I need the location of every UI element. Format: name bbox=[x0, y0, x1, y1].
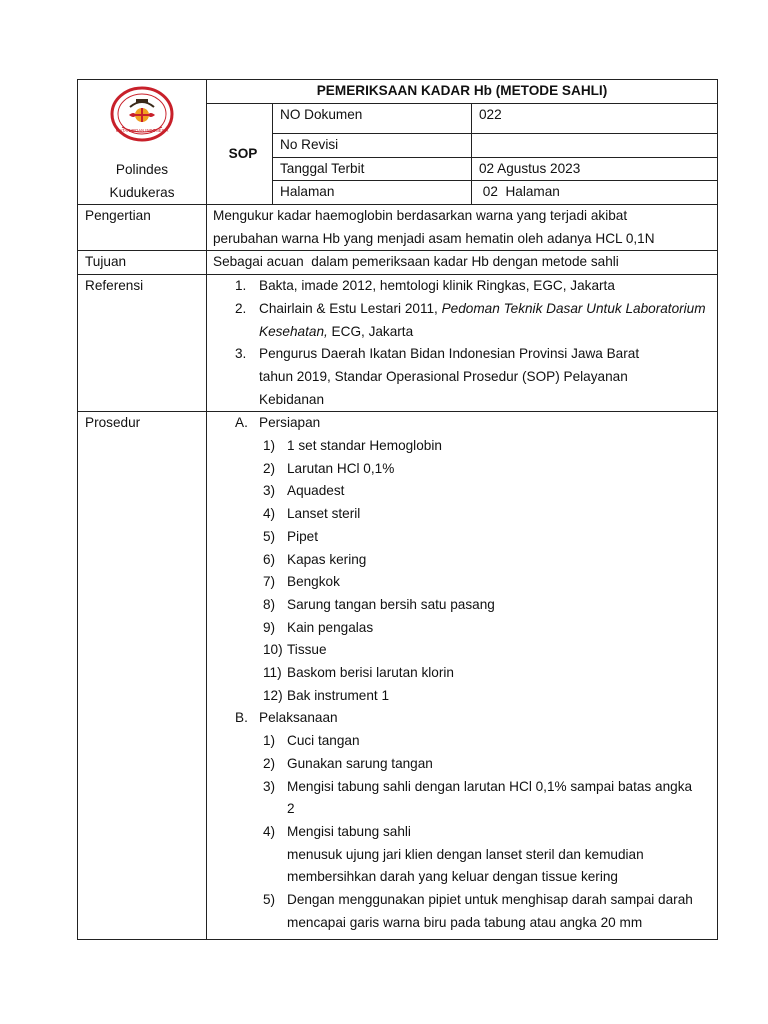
logo-text: IKATAN BIDAN INDONESIA bbox=[115, 128, 169, 133]
step-text: Sarung tangan bersih satu pasang bbox=[287, 596, 495, 612]
reference-text: Bakta, imade 2012, hemtologi klinik Ringkas, EGC, Jakarta bbox=[259, 278, 615, 294]
meta-label-revision: No Revisi bbox=[273, 133, 472, 157]
meta-value-issue-date: 02 Agustus 2023 bbox=[472, 157, 718, 181]
section-title: Persiapan bbox=[259, 415, 321, 431]
reference-number: 1. bbox=[235, 278, 247, 294]
step-number: 7) bbox=[263, 574, 276, 590]
step-text: Lanset steril bbox=[287, 506, 361, 522]
section-pelaksanaan bbox=[213, 707, 713, 730]
prosedur-label: Prosedur bbox=[78, 412, 207, 939]
step-text: Baskom berisi larutan klorin bbox=[287, 665, 454, 681]
org-cell bbox=[78, 80, 207, 205]
prosedur-content bbox=[207, 412, 718, 939]
reference-number: 2. bbox=[235, 300, 247, 316]
pelaksanaan-list bbox=[213, 730, 713, 934]
procedure-step bbox=[213, 526, 713, 549]
section-persiapan bbox=[213, 412, 713, 435]
step-text: Bak instrument 1 bbox=[287, 687, 389, 703]
meta-value-pages: 02 Halaman bbox=[472, 181, 718, 205]
step-text: Kapas kering bbox=[287, 551, 367, 567]
reference-item bbox=[213, 343, 713, 411]
procedure-step bbox=[213, 662, 713, 685]
step-number: 5) bbox=[263, 892, 276, 908]
step-number: 12) bbox=[263, 687, 283, 703]
procedure-step bbox=[213, 639, 713, 662]
step-number: 2) bbox=[263, 755, 276, 771]
step-number: 9) bbox=[263, 619, 276, 635]
referensi-content bbox=[207, 275, 718, 412]
step-number: 11) bbox=[263, 665, 282, 681]
pengertian-line-2: perubahan warna Hb yang menjadi asam hematin oleh adanya HCL 0,1N bbox=[213, 230, 655, 246]
ibi-logo bbox=[110, 85, 174, 143]
step-number: 3) bbox=[263, 778, 276, 794]
step-number: 8) bbox=[263, 596, 276, 612]
step-number: 10) bbox=[263, 642, 283, 658]
step-number: 1) bbox=[263, 438, 276, 454]
procedure-step bbox=[213, 821, 693, 889]
procedure-step bbox=[213, 549, 713, 572]
step-text: 1 set standar Hemoglobin bbox=[287, 438, 442, 454]
procedure-step bbox=[213, 435, 713, 458]
procedure-step bbox=[213, 730, 693, 753]
persiapan-list bbox=[213, 435, 713, 707]
step-text: Mengisi tabung sahli bbox=[287, 823, 411, 839]
referensi-label: Referensi bbox=[78, 275, 207, 412]
reference-text-tail: ECG, Jakarta bbox=[327, 323, 414, 339]
meta-label-doc-no: NO Dokumen bbox=[273, 103, 472, 133]
step-text: Dengan menggunakan pipiet untuk menghisap darah sampai darah mencapai garis warna biru pada tabung atau angka 20 mm bbox=[287, 892, 693, 930]
step-text: Gunakan sarung tangan bbox=[287, 755, 433, 771]
procedure-step bbox=[213, 685, 713, 708]
step-text: Bengkok bbox=[287, 574, 340, 590]
tujuan-label: Tujuan bbox=[78, 251, 207, 275]
section-title: Pelaksanaan bbox=[259, 710, 338, 726]
meta-label-pages: Halaman bbox=[273, 181, 472, 205]
step-number: 1) bbox=[263, 733, 276, 749]
procedure-step bbox=[213, 594, 713, 617]
meta-value-doc-no: 022 bbox=[472, 103, 718, 133]
step-text: Mengisi tabung sahli dengan larutan HCl 0,1% sampai batas angka 2 bbox=[287, 778, 693, 817]
meta-label-issue-date: Tanggal Terbit bbox=[273, 157, 472, 181]
step-number: 3) bbox=[263, 483, 276, 499]
step-text-continued: menusuk ujung jari klien dengan lanset steril dan kemudian membersihkan darah yang keluar dengan tissue kering bbox=[287, 846, 644, 885]
step-text: Aquadest bbox=[287, 483, 345, 499]
step-number: 2) bbox=[263, 460, 276, 476]
procedure-step bbox=[213, 776, 693, 821]
step-text: Tissue bbox=[287, 642, 327, 658]
step-number: 4) bbox=[263, 506, 276, 522]
document-title: PEMERIKSAAN KADAR Hb (METODE SAHLI) bbox=[207, 80, 718, 104]
reference-item bbox=[213, 298, 713, 343]
section-number: B. bbox=[235, 710, 248, 726]
step-number: 6) bbox=[263, 551, 276, 567]
sop-label: SOP bbox=[207, 103, 273, 204]
org-location: Kudukeras bbox=[109, 185, 175, 200]
procedure-step bbox=[213, 503, 713, 526]
step-number: 5) bbox=[263, 528, 276, 544]
section-number: A. bbox=[235, 415, 248, 431]
procedure-step bbox=[213, 480, 713, 503]
reference-number: 3. bbox=[235, 346, 247, 362]
step-text: Kain pengalas bbox=[287, 619, 374, 635]
org-name: Polindes bbox=[115, 162, 169, 177]
procedure-step bbox=[213, 617, 713, 640]
meta-value-revision bbox=[472, 133, 718, 157]
procedure-step bbox=[213, 753, 693, 776]
reference-item bbox=[213, 275, 713, 298]
reference-text: Pengurus Daerah Ikatan Bidan Indonesian Provinsi Jawa Barat tahun 2019, Standar Operasional Prosedur (SOP) Pelayanan Kebidanan bbox=[259, 346, 640, 407]
procedure-step bbox=[213, 889, 693, 934]
procedure-step bbox=[213, 571, 713, 594]
step-text: Larutan HCl 0,1% bbox=[287, 460, 395, 476]
sop-document bbox=[77, 79, 717, 940]
pengertian-label: Pengertian bbox=[78, 205, 207, 251]
procedure-step bbox=[213, 458, 713, 481]
pengertian-content bbox=[207, 205, 718, 251]
step-number: 4) bbox=[263, 823, 276, 839]
sop-table bbox=[77, 79, 718, 940]
reference-book-title: Pedoman Teknik Dasar Untuk Laboratorium Kesehatan, bbox=[259, 300, 706, 339]
reference-text: Chairlain & Estu Lestari 2011, bbox=[259, 300, 442, 316]
step-text: Pipet bbox=[287, 528, 318, 544]
step-text: Cuci tangan bbox=[287, 733, 360, 749]
pengertian-line-1: Mengukur kadar haemoglobin berdasarkan warna yang terjadi akibat bbox=[213, 208, 628, 223]
tujuan-content: Sebagai acuan dalam pemeriksaan kadar Hb dengan metode sahli bbox=[207, 251, 718, 275]
